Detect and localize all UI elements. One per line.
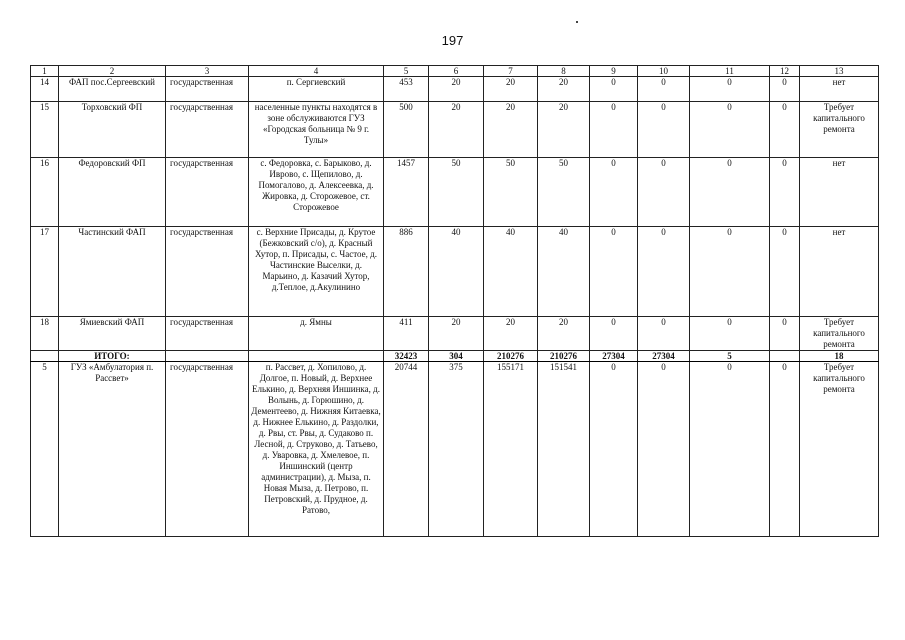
cell-value: 50	[484, 158, 538, 227]
total-value: 18	[800, 351, 879, 362]
table-row	[31, 158, 879, 227]
col-header: 10	[638, 66, 690, 77]
total-empty	[31, 351, 59, 362]
cell-value: 1457	[384, 158, 429, 227]
cell-condition: Требует капитального ремонта	[800, 102, 879, 158]
cell-value: 40	[429, 227, 484, 317]
cell-ownership: государственная	[166, 362, 249, 537]
cell-number: 16	[31, 158, 59, 227]
cell-name: Торховский ФП	[59, 102, 166, 158]
cell-value: 20	[538, 317, 590, 351]
cell-value: 0	[590, 227, 638, 317]
cell-value: 20	[538, 77, 590, 102]
cell-value: 50	[538, 158, 590, 227]
col-header: 1	[31, 66, 59, 77]
cell-condition: нет	[800, 227, 879, 317]
cell-number: 5	[31, 362, 59, 537]
cell-value: 886	[384, 227, 429, 317]
cell-value: 0	[690, 317, 770, 351]
facilities-table	[30, 65, 879, 537]
cell-settlements: населенные пункты находятся в зоне обслуживаются ГУЗ «Городская больница № 9 г. Тулы»	[249, 102, 384, 158]
cell-settlements: с. Верхние Присады, д. Крутое (Бежковский с/о), д. Красный Хутор, п. Присады, с. Частое, д. Частинские Выселки, д. Марьино, д. Казачий Хутор, д.Теплое, д.Акулинино	[249, 227, 384, 317]
col-header: 2	[59, 66, 166, 77]
cell-condition: нет	[800, 158, 879, 227]
cell-ownership: государственная	[166, 77, 249, 102]
cell-value: 0	[590, 362, 638, 537]
cell-value: 0	[590, 158, 638, 227]
cell-value: 155171	[484, 362, 538, 537]
cell-value: 0	[690, 227, 770, 317]
cell-condition: нет	[800, 77, 879, 102]
total-empty	[166, 351, 249, 362]
col-header: 8	[538, 66, 590, 77]
cell-value: 0	[770, 77, 800, 102]
total-value: 5	[690, 351, 770, 362]
total-value: 210276	[538, 351, 590, 362]
cell-value: 0	[690, 362, 770, 537]
page-number: 197	[441, 33, 464, 48]
cell-ownership: государственная	[166, 102, 249, 158]
cell-value: 0	[690, 158, 770, 227]
total-value: 32423	[384, 351, 429, 362]
col-header: 7	[484, 66, 538, 77]
col-header: 6	[429, 66, 484, 77]
cell-name: ГУЗ «Амбулатория п. Рассвет»	[59, 362, 166, 537]
total-empty	[770, 351, 800, 362]
cell-value: 500	[384, 102, 429, 158]
cell-value: 0	[770, 317, 800, 351]
cell-value: 20	[484, 77, 538, 102]
cell-value: 0	[590, 77, 638, 102]
cell-value: 40	[538, 227, 590, 317]
cell-value: 0	[638, 362, 690, 537]
col-header: 3	[166, 66, 249, 77]
total-value: 27304	[638, 351, 690, 362]
cell-number: 14	[31, 77, 59, 102]
cell-value: 0	[638, 102, 690, 158]
col-header: 11	[690, 66, 770, 77]
cell-condition: Требует капитального ремонта	[800, 317, 879, 351]
cell-value: 20	[429, 317, 484, 351]
cell-value: 0	[638, 317, 690, 351]
cell-value: 453	[384, 77, 429, 102]
total-label: ИТОГО:	[59, 351, 166, 362]
col-header: 13	[800, 66, 879, 77]
cell-value: 20	[538, 102, 590, 158]
cell-value: 0	[638, 158, 690, 227]
cell-value: 0	[638, 77, 690, 102]
cell-name: ФАП пос.Сергеевский	[59, 77, 166, 102]
table-row	[31, 77, 879, 102]
table-row	[31, 362, 879, 537]
cell-condition: Требует капитального ремонта	[800, 362, 879, 537]
cell-value: 0	[770, 362, 800, 537]
col-header: 4	[249, 66, 384, 77]
cell-ownership: государственная	[166, 317, 249, 351]
cell-value: 50	[429, 158, 484, 227]
total-value: 304	[429, 351, 484, 362]
cell-value: 20	[429, 77, 484, 102]
table-row	[31, 102, 879, 158]
cell-value: 375	[429, 362, 484, 537]
col-header: 9	[590, 66, 638, 77]
cell-number: 18	[31, 317, 59, 351]
cell-value: 20	[429, 102, 484, 158]
cell-settlements: п. Рассвет, д. Хопилово, д. Долгое, п. Новый, д. Верхнее Елькино, д. Верхняя Иншинка, д. Волынь, д. Горюшино, д. Дементеево, д. Нижняя Китаевка, д. Нижнее Елькино, д. Раздолки, д. Рвы, ст. Рвы, д. Судаково п. Лесной, д. Струково, д. Татьево, д. Уваровка, д. Хмелевое, п. Иншинский (центр администрации), д. Мыза, п. Новая Мыза, д. Петрово, п. Петровский, д. Прудное, д. Ратово,	[249, 362, 384, 537]
cell-name: Ямиевский ФАП	[59, 317, 166, 351]
cell-value: 0	[590, 102, 638, 158]
cell-value: 411	[384, 317, 429, 351]
col-header: 5	[384, 66, 429, 77]
cell-name: Федоровский ФП	[59, 158, 166, 227]
cell-ownership: государственная	[166, 227, 249, 317]
cell-settlements: д. Ямны	[249, 317, 384, 351]
cell-settlements: п. Сергиевский	[249, 77, 384, 102]
table-row	[31, 227, 879, 317]
cell-number: 17	[31, 227, 59, 317]
total-value: 210276	[484, 351, 538, 362]
cell-value: 151541	[538, 362, 590, 537]
cell-value: 0	[770, 102, 800, 158]
total-value: 27304	[590, 351, 638, 362]
cell-name: Частинский ФАП	[59, 227, 166, 317]
cell-value: 20744	[384, 362, 429, 537]
total-empty	[249, 351, 384, 362]
cell-value: 0	[590, 317, 638, 351]
table-row	[31, 317, 879, 351]
cell-value: 0	[770, 158, 800, 227]
cell-number: 15	[31, 102, 59, 158]
cell-value: 40	[484, 227, 538, 317]
cell-value: 0	[638, 227, 690, 317]
cell-value: 20	[484, 102, 538, 158]
cell-value: 20	[484, 317, 538, 351]
total-row	[31, 351, 879, 362]
column-number-row	[31, 66, 879, 77]
cell-ownership: государственная	[166, 158, 249, 227]
cell-settlements: с. Федоровка, с. Барыково, д. Иврово, с. Щепилово, д. Помогалово, д. Алексеевка, д. Жировка, д. Сторожевое, ст. Сторожевое	[249, 158, 384, 227]
cell-value: 0	[690, 102, 770, 158]
col-header: 12	[770, 66, 800, 77]
scan-speck	[576, 21, 578, 23]
cell-value: 0	[770, 227, 800, 317]
cell-value: 0	[690, 77, 770, 102]
